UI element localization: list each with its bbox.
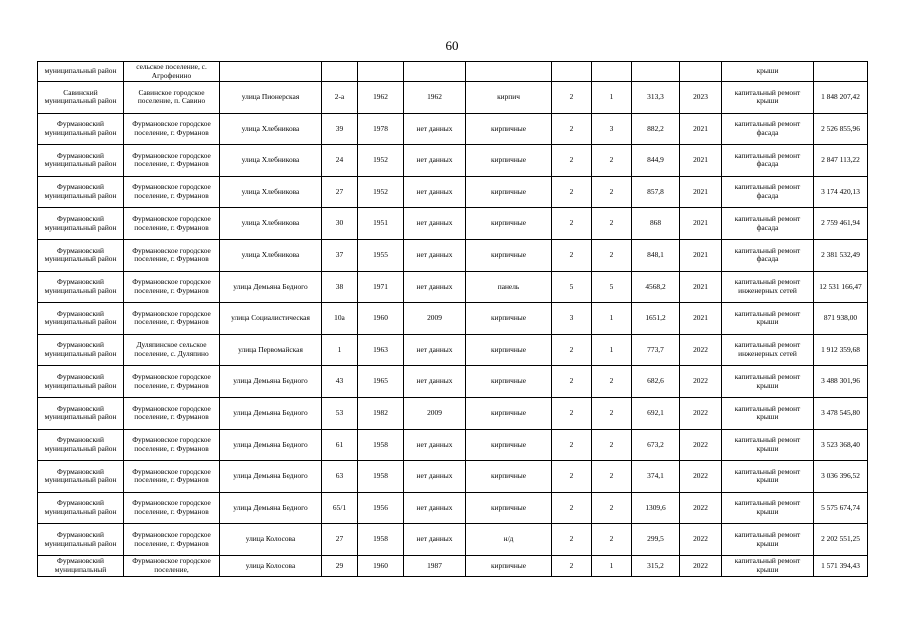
cell-cost: 871 938,00: [814, 303, 868, 335]
cell-material: н/д: [466, 524, 552, 556]
cell-work: капитальный ремонт крыши: [722, 524, 814, 556]
cell-area: 692,1: [632, 397, 680, 429]
cell-district: Фурмановский муниципальный район: [38, 397, 124, 429]
cell-area: 773,7: [632, 334, 680, 366]
cell-district: Фурмановский муниципальный район: [38, 176, 124, 208]
cell-floors: 2: [552, 82, 592, 114]
cell-material: [466, 62, 552, 82]
cell-work: капитальный ремонт фасада: [722, 176, 814, 208]
cell-street: улица Демьяна Бедного: [220, 429, 322, 461]
cell-cost: 1 571 394,43: [814, 555, 868, 576]
cell-entrances: 2: [592, 461, 632, 493]
cell-house: [322, 62, 358, 82]
cell-work: капитальный ремонт крыши: [722, 397, 814, 429]
cell-district: Фурмановский муниципальный район: [38, 366, 124, 398]
cell-settlement: Фурмановское городское поселение, г. Фурманов: [124, 524, 220, 556]
cell-cost: 2 526 855,96: [814, 113, 868, 145]
table-row: [38, 397, 868, 429]
cell-year-built: 1960: [358, 303, 404, 335]
cell-cost: 1 848 207,42: [814, 82, 868, 114]
cell-material: кирпичные: [466, 429, 552, 461]
cell-plan-year: 2021: [680, 176, 722, 208]
cell-area: 4568,2: [632, 271, 680, 303]
cell-street: улица Хлебникова: [220, 176, 322, 208]
cell-district: Фурмановский муниципальный район: [38, 492, 124, 524]
cell-plan-year: 2021: [680, 239, 722, 271]
table-row: [38, 334, 868, 366]
cell-house: 39: [322, 113, 358, 145]
cell-entrances: 2: [592, 524, 632, 556]
cell-house: 1: [322, 334, 358, 366]
cell-area: 682,6: [632, 366, 680, 398]
cell-settlement: Фурмановское городское поселение, г. Фурманов: [124, 208, 220, 240]
cell-material: кирпичные: [466, 555, 552, 576]
cell-entrances: 1: [592, 303, 632, 335]
cell-settlement: Фурмановское городское поселение, г. Фурманов: [124, 239, 220, 271]
cell-street: улица Хлебникова: [220, 239, 322, 271]
cell-district: Савинский муниципальный район: [38, 82, 124, 114]
cell-year-renov: нет данных: [404, 429, 466, 461]
cell-street: улица Хлебникова: [220, 208, 322, 240]
cell-material: кирпичные: [466, 334, 552, 366]
cell-floors: 2: [552, 397, 592, 429]
cell-year-built: 1952: [358, 176, 404, 208]
cell-year-renov: нет данных: [404, 113, 466, 145]
cell-work: капитальный ремонт фасада: [722, 113, 814, 145]
cell-year-built: 1958: [358, 429, 404, 461]
cell-settlement: Фурмановское городское поселение, г. Фурманов: [124, 492, 220, 524]
cell-material: кирпичные: [466, 176, 552, 208]
cell-district: Фурмановский муниципальный район: [38, 303, 124, 335]
cell-material: кирпичные: [466, 303, 552, 335]
cell-work: капитальный ремонт крыши: [722, 366, 814, 398]
table-row: [38, 145, 868, 177]
cell-plan-year: 2021: [680, 145, 722, 177]
cell-settlement: Фурмановское городское поселение,: [124, 555, 220, 576]
cell-year-renov: 1987: [404, 555, 466, 576]
cell-year-renov: нет данных: [404, 461, 466, 493]
cell-year-built: 1962: [358, 82, 404, 114]
cell-year-renov: нет данных: [404, 271, 466, 303]
cell-floors: 5: [552, 271, 592, 303]
cell-street: улица Социалистическая: [220, 303, 322, 335]
cell-house: 27: [322, 176, 358, 208]
cell-cost: 2 759 461,94: [814, 208, 868, 240]
cell-floors: [552, 62, 592, 82]
cell-cost: 2 847 113,22: [814, 145, 868, 177]
cell-year-built: 1960: [358, 555, 404, 576]
cell-settlement: Фурмановское городское поселение, г. Фурманов: [124, 303, 220, 335]
cell-material: кирпичные: [466, 145, 552, 177]
cell-district: Фурмановский муниципальный район: [38, 113, 124, 145]
cell-area: 299,5: [632, 524, 680, 556]
cell-area: 374,1: [632, 461, 680, 493]
table-row: [38, 239, 868, 271]
cell-material: кирпич: [466, 82, 552, 114]
cell-settlement: Фурмановское городское поселение, г. Фурманов: [124, 366, 220, 398]
cell-floors: 3: [552, 303, 592, 335]
cell-cost: 2 202 551,25: [814, 524, 868, 556]
cell-year-renov: нет данных: [404, 524, 466, 556]
cell-year-built: 1978: [358, 113, 404, 145]
cell-work: капитальный ремонт крыши: [722, 82, 814, 114]
cell-house: 53: [322, 397, 358, 429]
cell-area: 673,2: [632, 429, 680, 461]
cell-year-renov: [404, 62, 466, 82]
cell-year-built: [358, 62, 404, 82]
table-row-continues: [38, 555, 868, 576]
cell-floors: 2: [552, 145, 592, 177]
cell-district: муниципальный район: [38, 62, 124, 82]
cell-floors: 2: [552, 555, 592, 576]
cell-district: Фурмановский муниципальный район: [38, 524, 124, 556]
cell-street: улица Хлебникова: [220, 113, 322, 145]
cell-house: 61: [322, 429, 358, 461]
cell-district: Фурмановский муниципальный район: [38, 208, 124, 240]
table-row: [38, 366, 868, 398]
cell-year-renov: нет данных: [404, 208, 466, 240]
cell-floors: 2: [552, 366, 592, 398]
cell-plan-year: 2022: [680, 555, 722, 576]
cell-area: 313,3: [632, 82, 680, 114]
cell-settlement: Фурмановское городское поселение, г. Фурманов: [124, 461, 220, 493]
cell-settlement: Фурмановское городское поселение, г. Фурманов: [124, 429, 220, 461]
cell-settlement: Савинское городское поселение, п. Савино: [124, 82, 220, 114]
cell-work: капитальный ремонт крыши: [722, 555, 814, 576]
cell-area: 844,9: [632, 145, 680, 177]
table-row: [38, 429, 868, 461]
cell-entrances: 2: [592, 429, 632, 461]
cell-material: панель: [466, 271, 552, 303]
cell-house: 2-а: [322, 82, 358, 114]
cell-year-renov: нет данных: [404, 176, 466, 208]
cell-plan-year: 2021: [680, 113, 722, 145]
cell-year-built: 1951: [358, 208, 404, 240]
cell-work: капитальный ремонт фасада: [722, 239, 814, 271]
cell-entrances: 2: [592, 176, 632, 208]
cell-year-renov: нет данных: [404, 366, 466, 398]
table-row: [38, 524, 868, 556]
cell-area: 848,1: [632, 239, 680, 271]
cell-entrances: 2: [592, 208, 632, 240]
cell-house: 63: [322, 461, 358, 493]
cell-floors: 2: [552, 492, 592, 524]
cell-work: крыши: [722, 62, 814, 82]
cell-year-renov: нет данных: [404, 334, 466, 366]
cell-year-renov: нет данных: [404, 492, 466, 524]
cell-material: кирпичные: [466, 208, 552, 240]
cell-plan-year: 2022: [680, 334, 722, 366]
table-body: [38, 62, 868, 577]
cell-work: капитальный ремонт фасада: [722, 145, 814, 177]
cell-settlement: Фурмановское городское поселение, г. Фурманов: [124, 145, 220, 177]
cell-cost: 2 381 532,49: [814, 239, 868, 271]
cell-entrances: 2: [592, 366, 632, 398]
cell-district: Фурмановский муниципальный район: [38, 461, 124, 493]
cell-street: [220, 62, 322, 82]
table-row: [38, 492, 868, 524]
cell-year-renov: 1962: [404, 82, 466, 114]
cell-area: 315,2: [632, 555, 680, 576]
cell-entrances: 1: [592, 82, 632, 114]
table-row: [38, 271, 868, 303]
cell-plan-year: 2022: [680, 397, 722, 429]
cell-plan-year: 2023: [680, 82, 722, 114]
cell-cost: 3 478 545,80: [814, 397, 868, 429]
cell-entrances: 1: [592, 334, 632, 366]
cell-settlement: Фурмановское городское поселение, г. Фурманов: [124, 397, 220, 429]
cell-house: 38: [322, 271, 358, 303]
cell-entrances: 2: [592, 397, 632, 429]
cell-work: капитальный ремонт фасада: [722, 208, 814, 240]
cell-district: Фурмановский муниципальный район: [38, 145, 124, 177]
cell-cost: 3 488 301,96: [814, 366, 868, 398]
cell-house: 27: [322, 524, 358, 556]
cell-area: [632, 62, 680, 82]
cell-house: 10а: [322, 303, 358, 335]
cell-year-renov: нет данных: [404, 145, 466, 177]
cell-cost: [814, 62, 868, 82]
cell-area: 1651,2: [632, 303, 680, 335]
cell-year-built: 1971: [358, 271, 404, 303]
cell-work: капитальный ремонт крыши: [722, 492, 814, 524]
cell-cost: 5 575 674,74: [814, 492, 868, 524]
cell-floors: 2: [552, 524, 592, 556]
cell-entrances: [592, 62, 632, 82]
cell-year-built: 1982: [358, 397, 404, 429]
cell-year-built: 1952: [358, 145, 404, 177]
cell-cost: 1 912 359,68: [814, 334, 868, 366]
cell-settlement: Фурмановское городское поселение, г. Фурманов: [124, 113, 220, 145]
cell-material: кирпичные: [466, 239, 552, 271]
cell-house: 30: [322, 208, 358, 240]
cell-plan-year: 2021: [680, 271, 722, 303]
cell-district: Фурмановский муниципальный: [38, 555, 124, 576]
table-row-continued: [38, 62, 868, 82]
cell-street: улица Демьяна Бедного: [220, 397, 322, 429]
cell-material: кирпичные: [466, 461, 552, 493]
cell-year-built: 1956: [358, 492, 404, 524]
cell-cost: 3 174 420,13: [814, 176, 868, 208]
table-row: [38, 176, 868, 208]
cell-street: улица Демьяна Бедного: [220, 271, 322, 303]
cell-street: улица Пионерская: [220, 82, 322, 114]
cell-entrances: 3: [592, 113, 632, 145]
cell-house: 29: [322, 555, 358, 576]
cell-plan-year: 2022: [680, 461, 722, 493]
cell-entrances: 2: [592, 239, 632, 271]
page-number: 60: [445, 38, 459, 53]
cell-floors: 2: [552, 334, 592, 366]
cell-settlement: Фурмановское городское поселение, г. Фурманов: [124, 271, 220, 303]
cell-floors: 2: [552, 208, 592, 240]
cell-year-built: 1958: [358, 461, 404, 493]
cell-street: улица Демьяна Бедного: [220, 461, 322, 493]
cell-floors: 2: [552, 176, 592, 208]
cell-settlement: Фурмановское городское поселение, г. Фурманов: [124, 176, 220, 208]
cell-year-built: 1963: [358, 334, 404, 366]
cell-house: 24: [322, 145, 358, 177]
cell-district: Фурмановский муниципальный район: [38, 429, 124, 461]
cell-house: 37: [322, 239, 358, 271]
table-row: [38, 82, 868, 114]
cell-plan-year: 2022: [680, 366, 722, 398]
cell-entrances: 5: [592, 271, 632, 303]
cell-year-built: 1965: [358, 366, 404, 398]
cell-street: улица Демьяна Бедного: [220, 492, 322, 524]
cell-house: 65/1: [322, 492, 358, 524]
cell-cost: 3 036 396,52: [814, 461, 868, 493]
table-row: [38, 303, 868, 335]
cell-plan-year: 2022: [680, 429, 722, 461]
cell-floors: 2: [552, 461, 592, 493]
cell-work: капитальный ремонт крыши: [722, 303, 814, 335]
cell-material: кирпичные: [466, 366, 552, 398]
cell-street: улица Первомайская: [220, 334, 322, 366]
cell-work: капитальный ремонт инженерных сетей: [722, 271, 814, 303]
cell-material: кирпичные: [466, 113, 552, 145]
cell-entrances: 2: [592, 492, 632, 524]
cell-plan-year: 2022: [680, 524, 722, 556]
cell-work: капитальный ремонт крыши: [722, 429, 814, 461]
cell-house: 43: [322, 366, 358, 398]
cell-area: 1309,6: [632, 492, 680, 524]
cell-material: кирпичные: [466, 492, 552, 524]
cell-area: 882,2: [632, 113, 680, 145]
cell-year-built: 1958: [358, 524, 404, 556]
cell-year-renov: 2009: [404, 303, 466, 335]
table-row: [38, 461, 868, 493]
cell-district: Фурмановский муниципальный район: [38, 271, 124, 303]
cell-area: 857,8: [632, 176, 680, 208]
cell-plan-year: 2021: [680, 303, 722, 335]
cell-cost: 12 531 166,47: [814, 271, 868, 303]
cell-area: 868: [632, 208, 680, 240]
cell-street: улица Демьяна Бедного: [220, 366, 322, 398]
cell-floors: 2: [552, 239, 592, 271]
cell-settlement: сельское поселение, с. Агрофенино: [124, 62, 220, 82]
cell-district: Фурмановский муниципальный район: [38, 239, 124, 271]
cell-entrances: 1: [592, 555, 632, 576]
housing-repair-table: [37, 61, 868, 577]
cell-plan-year: [680, 62, 722, 82]
cell-settlement: Дуляпинское сельское поселение, с. Дуляпино: [124, 334, 220, 366]
cell-plan-year: 2022: [680, 492, 722, 524]
cell-street: улица Хлебникова: [220, 145, 322, 177]
table-row: [38, 113, 868, 145]
cell-floors: 2: [552, 429, 592, 461]
cell-work: капитальный ремонт инженерных сетей: [722, 334, 814, 366]
cell-cost: 3 523 368,40: [814, 429, 868, 461]
cell-district: Фурмановский муниципальный район: [38, 334, 124, 366]
cell-floors: 2: [552, 113, 592, 145]
cell-street: улица Колосова: [220, 555, 322, 576]
cell-year-renov: 2009: [404, 397, 466, 429]
cell-plan-year: 2021: [680, 208, 722, 240]
cell-street: улица Колосова: [220, 524, 322, 556]
cell-year-renov: нет данных: [404, 239, 466, 271]
cell-year-built: 1955: [358, 239, 404, 271]
cell-work: капитальный ремонт крыши: [722, 461, 814, 493]
cell-entrances: 2: [592, 145, 632, 177]
cell-material: кирпичные: [466, 397, 552, 429]
table-row: [38, 208, 868, 240]
